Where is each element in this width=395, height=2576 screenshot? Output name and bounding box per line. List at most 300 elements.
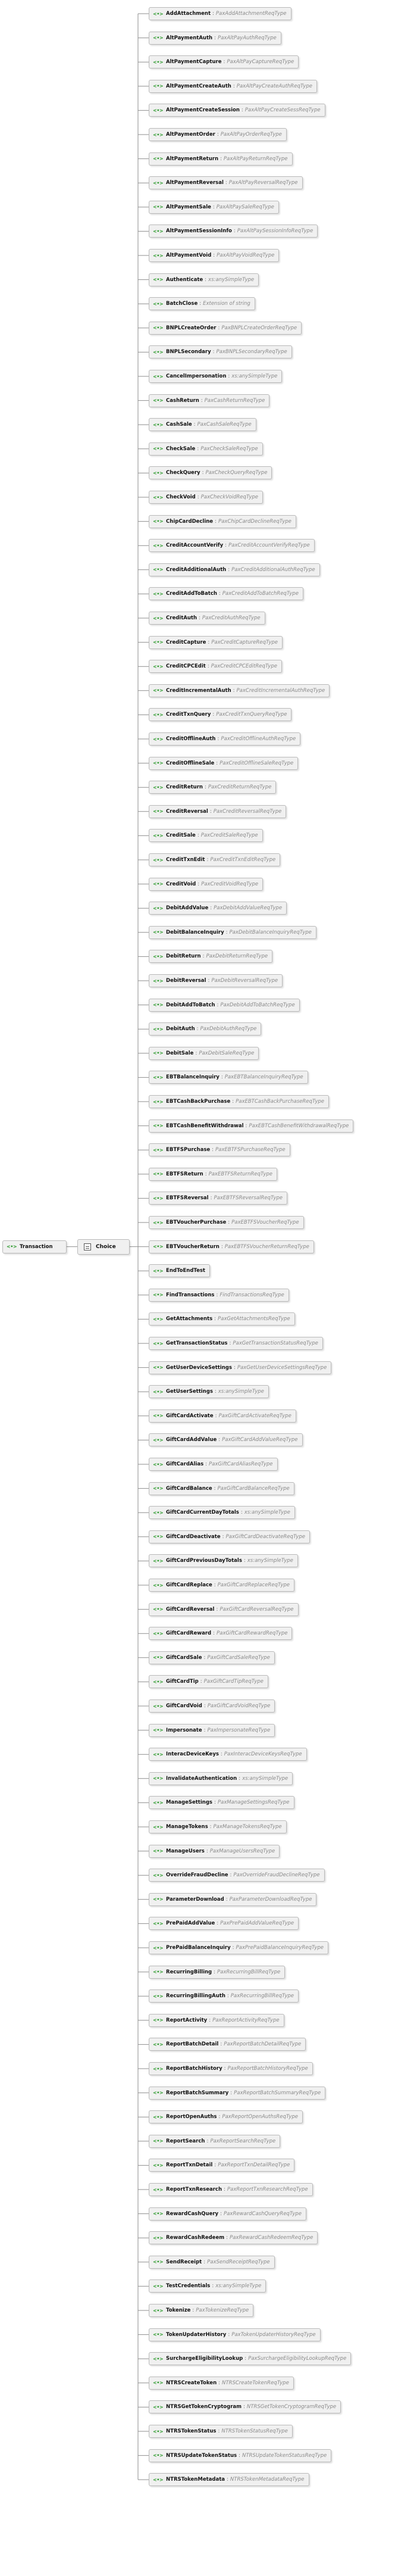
root-element-name: Transaction <box>20 1243 53 1250</box>
element-token-updater-history[interactable] <box>149 2328 321 2341</box>
element-gift-card-replace[interactable] <box>149 1579 294 1592</box>
element-ntrsget-token-cryptogram[interactable] <box>149 2400 341 2413</box>
element-name: Authenticate <box>166 276 203 283</box>
element-name: BNPLSecondary <box>166 349 211 355</box>
choice-icon <box>84 1243 91 1250</box>
element-icon: <•> <box>153 1486 164 1492</box>
element-gift-card-add-value[interactable] <box>149 1433 303 1446</box>
element-type: PaxEBTCashBackPurchaseReqType <box>236 1099 325 1105</box>
element-reward-cash-redeem[interactable] <box>149 2231 318 2244</box>
element-name: GiftCardPreviousDayTotals <box>166 1558 242 1564</box>
type-separator: : <box>225 1896 228 1903</box>
element-impersonate[interactable] <box>149 1724 275 1737</box>
element-type: PaxAltPayOrderReqType <box>220 132 282 138</box>
element-name: GiftCardCurrentDayTotals <box>166 1510 239 1516</box>
element-type: PaxGiftCardTipReqType <box>203 1679 264 1685</box>
choice-compositor[interactable] <box>77 1239 130 1255</box>
element-debit-balance-inquiry[interactable] <box>149 926 316 939</box>
element-icon: <•> <box>153 1703 164 1709</box>
element-credit-sale[interactable] <box>149 829 263 842</box>
element-find-transactions[interactable] <box>149 1289 289 1302</box>
element-manage-users[interactable] <box>149 1845 280 1858</box>
element-name: ReportTxnDetail <box>166 2162 213 2169</box>
type-separator: : <box>213 252 215 258</box>
type-separator: : <box>205 1461 208 1467</box>
element-credit-reversal[interactable] <box>149 805 286 818</box>
type-separator: : <box>225 542 227 549</box>
element-ebtcash-benefit-withdrawal[interactable] <box>149 1119 353 1133</box>
element-icon: <•> <box>153 1050 164 1056</box>
element-icon: <•> <box>153 180 164 186</box>
element-report-batch-history[interactable] <box>149 2062 313 2075</box>
element-alt-payment-session-info[interactable] <box>149 224 318 238</box>
type-separator: : <box>233 83 235 89</box>
type-separator: : <box>220 2041 222 2048</box>
type-separator: : <box>228 2331 230 2338</box>
type-separator: : <box>200 1679 202 1685</box>
element-alt-payment-auth[interactable] <box>149 32 281 45</box>
element-icon: <•> <box>153 978 164 984</box>
element-icon: <•> <box>153 349 164 355</box>
element-parameter-download[interactable] <box>149 1893 316 1906</box>
element-debit-add-to-batch[interactable] <box>149 999 300 1012</box>
type-separator: : <box>218 2428 220 2434</box>
element-name: AltPaymentReturn <box>166 155 219 162</box>
element-icon: <•> <box>153 1123 164 1129</box>
element-report-txn-research[interactable] <box>149 2183 313 2196</box>
type-separator: : <box>221 1243 223 1250</box>
type-separator: : <box>209 2017 211 2023</box>
element-get-attachments[interactable] <box>149 1312 295 1326</box>
element-type: xs:anySimpleType <box>215 2283 262 2290</box>
element-icon: <•> <box>153 1630 164 1636</box>
element-type: NTRSGetTokenCryptogramReqType <box>246 2404 337 2410</box>
element-ebtvoucher-purchase[interactable] <box>149 1216 304 1229</box>
element-name: AltPaymentCapture <box>166 59 222 66</box>
element-icon: <•> <box>153 1897 164 1903</box>
element-get-user-settings[interactable] <box>149 1385 269 1398</box>
element-type: PaxGiftCardAddValueReqType <box>222 1437 298 1443</box>
element-name: CheckSale <box>166 445 196 452</box>
element-credit-capture[interactable] <box>149 636 283 649</box>
element-name: CreditVoid <box>166 881 196 887</box>
type-separator: : <box>212 2283 214 2290</box>
element-icon: <•> <box>153 2041 164 2047</box>
element-name: CreditTxnQuery <box>166 712 211 718</box>
element-type: PaxCheckVoidReqType <box>200 494 259 500</box>
type-separator: : <box>217 736 220 742</box>
element-name: CreditAuth <box>166 615 198 621</box>
element-debit-auth[interactable] <box>149 1022 261 1036</box>
element-gift-card-reversal[interactable] <box>149 1603 299 1616</box>
element-icon: <•> <box>153 1727 164 1733</box>
element-icon: <•> <box>153 760 164 766</box>
element-type: PaxCreditVoidReqType <box>201 881 259 887</box>
element-icon: <•> <box>153 567 164 573</box>
type-separator: : <box>210 905 212 912</box>
element-alt-payment-order[interactable] <box>149 128 287 141</box>
element-invalidate-authentication[interactable] <box>149 1772 293 1785</box>
element-name: DebitReversal <box>166 978 206 984</box>
element-type: PaxReportOpenAuthsReqType <box>222 2114 298 2120</box>
element-name: CheckQuery <box>166 470 200 476</box>
element-icon: <•> <box>153 1582 164 1588</box>
element-type: NTRSUpdateTokenStatusReqType <box>242 2452 327 2459</box>
element-ntrstoken-metadata[interactable] <box>149 2473 309 2486</box>
element-name: CreditCPCEdit <box>166 663 206 670</box>
type-separator: : <box>206 2138 209 2144</box>
element-type: PaxAltPayCreateAuthReqType <box>236 83 312 89</box>
type-separator: : <box>233 687 235 694</box>
element-icon: <•> <box>153 1751 164 1757</box>
element-name: AltPaymentSessionInfo <box>166 228 232 235</box>
element-name: EBTVoucherPurchase <box>166 1220 227 1225</box>
element-icon: <•> <box>153 1171 164 1177</box>
element-type: PaxReportTxnDetailReqType <box>218 2162 290 2169</box>
element-name: DebitReturn <box>166 953 201 960</box>
element-credit-txn-edit[interactable] <box>149 853 280 866</box>
type-separator: : <box>216 1606 218 1613</box>
element-icon: <•> <box>153 1461 164 1467</box>
element-type: PaxGetAttachmentsReqType <box>218 1316 290 1323</box>
element-manage-tokens[interactable] <box>149 1820 287 1833</box>
type-separator: : <box>239 1775 241 1782</box>
element-icon: <•> <box>153 1147 164 1153</box>
element-name: OverrideFraudDecline <box>166 1872 228 1879</box>
type-separator: : <box>220 1751 222 1758</box>
element-name: DebitAddToBatch <box>166 1002 215 1008</box>
element-reward-cash-query[interactable] <box>149 2207 306 2221</box>
type-separator: : <box>216 1292 218 1298</box>
type-separator: : <box>227 1993 229 2000</box>
element-icon: <•> <box>153 2235 164 2241</box>
element-name: ReportBatchHistory <box>166 2066 222 2072</box>
element-icon: <•> <box>153 1534 164 1540</box>
element-type: PaxPrePaidBalanceInquiryReqType <box>236 1945 324 1951</box>
element-credit-auth[interactable] <box>149 612 265 625</box>
element-bnplsecondary[interactable] <box>149 345 292 358</box>
element-type: PaxTokenUpdaterHistoryReqType <box>231 2331 316 2338</box>
element-authenticate[interactable] <box>149 273 259 286</box>
element-report-batch-summary[interactable] <box>149 2087 325 2100</box>
element-type: PaxManageUsersReqType <box>209 1848 275 1854</box>
element-send-receipt[interactable] <box>149 2256 275 2269</box>
type-separator: : <box>224 2187 225 2193</box>
element-type: PaxCreditAdditionalAuthReqType <box>231 566 315 573</box>
element-debit-return[interactable] <box>149 950 272 963</box>
element-type: PaxTokenizeReqType <box>196 2307 249 2313</box>
element-name: GiftCardReward <box>166 1630 212 1637</box>
type-separator: : <box>230 1872 232 1879</box>
element-type: PaxDebitSaleReqType <box>199 1050 255 1056</box>
element-gift-card-deactivate[interactable] <box>149 1530 310 1543</box>
element-icon: <•> <box>153 881 164 887</box>
element-name: ReportSearch <box>166 2138 205 2144</box>
element-icon: <•> <box>153 2259 164 2265</box>
element-type: PaxCashSaleReqType <box>197 422 252 428</box>
element-report-open-auths[interactable] <box>149 2110 303 2123</box>
element-type: NTRSTokenStatusReqType <box>221 2428 288 2434</box>
element-icon: <•> <box>153 325 164 331</box>
element-ebtfsreversal[interactable] <box>149 1192 287 1205</box>
element-cash-return[interactable] <box>149 394 269 407</box>
element-type: PaxDebitAddToBatchReqType <box>220 1002 295 1008</box>
element-tokenize[interactable] <box>149 2304 253 2317</box>
root-element-transaction[interactable] <box>2 1240 67 1253</box>
element-alt-payment-create-auth[interactable] <box>149 80 317 93</box>
element-type: PaxAltPayCaptureReqType <box>227 59 294 66</box>
element-gift-card-reward[interactable] <box>149 1627 292 1640</box>
element-alt-payment-sale[interactable] <box>149 201 279 214</box>
element-type: PaxEBTFSReversalReqType <box>214 1195 283 1202</box>
element-icon: <•> <box>153 591 164 597</box>
element-get-transaction-status[interactable] <box>149 1337 323 1350</box>
element-gift-card-previous-day-totals[interactable] <box>149 1554 298 1567</box>
element-icon: <•> <box>153 1074 164 1080</box>
element-type: xs:anySimpleType <box>208 276 255 283</box>
element-name: CashReturn <box>166 397 199 404</box>
element-name: CreditTxnEdit <box>166 857 205 863</box>
element-debit-add-value[interactable] <box>149 902 287 915</box>
element-credit-return[interactable] <box>149 781 276 794</box>
element-pre-paid-balance-inquiry[interactable] <box>149 1941 328 1954</box>
element-recurring-billing[interactable] <box>149 1966 285 1979</box>
element-type: PaxEBTFSVoucherReqType <box>231 1220 299 1225</box>
element-icon: <•> <box>153 2090 164 2096</box>
element-recurring-billing-auth[interactable] <box>149 1989 299 2003</box>
element-report-txn-detail[interactable] <box>149 2159 294 2172</box>
element-add-attachment[interactable] <box>149 7 291 20</box>
element-icon: <•> <box>153 2356 164 2362</box>
element-report-activity[interactable] <box>149 2014 284 2027</box>
element-icon: <•> <box>153 446 164 452</box>
element-type: PaxRecurringBillReqType <box>217 1969 281 1975</box>
element-get-user-device-settings[interactable] <box>149 1361 331 1374</box>
element-gift-card-current-day-totals[interactable] <box>149 1506 295 1519</box>
element-type: PaxEBTFSPurchaseReqType <box>215 1147 286 1153</box>
element-name: GetAttachments <box>166 1316 213 1323</box>
element-ntrstoken-status[interactable] <box>149 2425 293 2438</box>
element-name: Tokenize <box>166 2307 191 2313</box>
type-separator: : <box>212 349 215 355</box>
type-separator: : <box>203 1654 206 1661</box>
element-type: NTRSCreateTokenReqType <box>222 2379 289 2386</box>
element-ebtfsreturn[interactable] <box>149 1168 277 1181</box>
element-check-query[interactable] <box>149 466 272 479</box>
element-icon: <•> <box>153 712 164 718</box>
element-type: PaxGiftCardSaleReqType <box>207 1654 270 1661</box>
type-separator: : <box>228 373 230 379</box>
element-icon: <•> <box>153 1776 164 1782</box>
element-icon: <•> <box>153 1945 164 1951</box>
element-name: ManageUsers <box>166 1848 205 1854</box>
element-name: AddAttachment <box>166 11 211 17</box>
element-credit-cpcedit[interactable] <box>149 660 282 673</box>
element-name: AltPaymentOrder <box>166 132 215 138</box>
element-name: NTRSTokenStatus <box>166 2428 217 2434</box>
element-name: ManageSettings <box>166 1800 212 1806</box>
element-type: PaxCreditAuthReqType <box>202 615 261 621</box>
element-type: PaxReportBatchDetailReqType <box>224 2041 302 2048</box>
element-credit-offline-auth[interactable] <box>149 732 300 746</box>
type-separator: : <box>213 1630 215 1637</box>
element-manage-settings[interactable] <box>149 1796 294 1809</box>
element-alt-payment-return[interactable] <box>149 152 293 166</box>
element-debit-reversal[interactable] <box>149 974 283 987</box>
element-name: CashSale <box>166 422 192 428</box>
element-name: NTRSTokenMetadata <box>166 2477 225 2483</box>
element-name: SendReceipt <box>166 2259 202 2265</box>
element-type: PaxReportBatchHistoryReqType <box>227 2066 308 2072</box>
element-type: PaxGiftCardBalanceReqType <box>217 1485 290 1492</box>
element-gift-card-alias[interactable] <box>149 1458 278 1471</box>
element-type: PaxCreditReversalReqType <box>213 808 282 815</box>
type-separator: : <box>241 107 243 114</box>
element-ebtcash-back-purchase[interactable] <box>149 1095 329 1108</box>
element-name: InteracDeviceKeys <box>166 1751 219 1758</box>
element-check-sale[interactable] <box>149 442 263 456</box>
element-ntrscreate-token[interactable] <box>149 2377 294 2390</box>
type-separator: : <box>215 518 217 525</box>
element-name: InvalidateAuthentication <box>166 1775 237 1782</box>
element-name: GetTransactionStatus <box>166 1340 228 1346</box>
element-icon: <•> <box>153 1316 164 1322</box>
element-name: Impersonate <box>166 1727 202 1733</box>
element-type: PaxAltPaySessionInfoReqType <box>237 228 314 235</box>
element-icon: <•> <box>153 1026 164 1032</box>
element-icon: <•> <box>153 542 164 548</box>
element-debit-sale[interactable] <box>149 1047 259 1060</box>
element-interac-device-keys[interactable] <box>149 1748 307 1761</box>
element-type: PaxGiftCardAliasReqType <box>209 1461 273 1467</box>
type-separator: : <box>214 1316 217 1323</box>
element-credit-offline-sale[interactable] <box>149 757 298 770</box>
type-separator: : <box>218 325 220 331</box>
element-icon: <•> <box>153 1848 164 1854</box>
element-name: EBTVoucherReturn <box>166 1243 220 1250</box>
type-separator: : <box>203 1703 206 1709</box>
element-ntrsupdate-token-status[interactable] <box>149 2449 331 2462</box>
element-name: PrePaidBalanceInquiry <box>166 1945 231 1951</box>
element-alt-payment-reversal[interactable] <box>149 176 303 189</box>
element-pre-paid-add-value[interactable] <box>149 1917 299 1930</box>
element-ebtbalance-inquiry[interactable] <box>149 1071 308 1084</box>
type-separator: : <box>202 953 205 960</box>
element-alt-payment-capture[interactable] <box>149 55 299 68</box>
element-icon: <•> <box>7 1244 17 1250</box>
element-icon: <•> <box>153 1365 164 1371</box>
element-icon: <•> <box>153 1872 164 1878</box>
element-icon: <•> <box>153 494 164 500</box>
element-cash-sale[interactable] <box>149 418 256 431</box>
element-type: PaxGiftCardVoidReqType <box>207 1703 271 1709</box>
element-icon: <•> <box>153 228 164 234</box>
type-separator: : <box>200 397 203 404</box>
element-type: xs:anySimpleType <box>244 1510 290 1516</box>
type-separator: : <box>244 2356 247 2362</box>
element-type: PaxAltPayReturnReqType <box>223 155 288 162</box>
element-credit-txn-query[interactable] <box>149 708 291 721</box>
type-separator: : <box>218 591 221 597</box>
element-name: GiftCardReversal <box>166 1606 215 1613</box>
element-type: PaxAltPaySaleReqType <box>216 204 274 210</box>
type-separator: : <box>197 445 199 452</box>
element-name: RecurringBilling <box>166 1969 212 1975</box>
element-icon: <•> <box>153 252 164 258</box>
element-alt-payment-create-session[interactable] <box>149 104 325 117</box>
element-chip-card-decline[interactable] <box>149 515 296 528</box>
type-separator: : <box>205 276 207 283</box>
element-cancel-impersonation[interactable] <box>149 370 282 383</box>
element-test-credentials[interactable] <box>149 2279 266 2293</box>
element-name: EBTFSReversal <box>166 1195 209 1202</box>
element-type: PaxCheckSaleReqType <box>200 445 258 452</box>
element-type: PaxCreditOfflineSaleReqType <box>220 760 294 766</box>
element-ebtvoucher-return[interactable] <box>149 1240 314 1253</box>
element-icon: <•> <box>153 107 164 113</box>
element-credit-void[interactable] <box>149 878 263 891</box>
element-icon: <•> <box>153 277 164 283</box>
element-credit-account-verify[interactable] <box>149 539 315 552</box>
element-report-batch-detail[interactable] <box>149 2038 306 2051</box>
element-name: AltPaymentVoid <box>166 252 212 258</box>
type-separator: : <box>214 1582 216 1588</box>
element-override-fraud-decline[interactable] <box>149 1869 325 1882</box>
element-type: PaxCreditReturnReqType <box>208 784 272 791</box>
element-credit-add-to-batch[interactable] <box>149 587 303 600</box>
element-type: PaxOverrideFraudDeclineReqType <box>233 1872 320 1879</box>
element-icon: <•> <box>153 857 164 863</box>
element-ebtfspurchase[interactable] <box>149 1143 290 1156</box>
element-credit-incremental-auth[interactable] <box>149 684 330 697</box>
element-name: BatchClose <box>166 301 198 307</box>
type-separator: : <box>212 712 215 718</box>
type-separator: : <box>199 615 200 621</box>
element-gift-card-void[interactable] <box>149 1699 275 1713</box>
element-credit-additional-auth[interactable] <box>149 563 320 576</box>
element-icon: <•> <box>153 1655 164 1661</box>
element-check-void[interactable] <box>149 491 263 504</box>
element-bnplcreate-order[interactable] <box>149 322 302 335</box>
element-icon: <•> <box>153 1437 164 1443</box>
type-separator: : <box>218 2379 220 2386</box>
element-icon: <•> <box>153 688 164 694</box>
element-batch-close[interactable] <box>149 297 255 310</box>
element-name: EBTFSPurchase <box>166 1147 211 1153</box>
element-type: PaxManageTokensReqType <box>213 1824 282 1830</box>
element-report-search[interactable] <box>149 2135 280 2148</box>
type-separator: : <box>212 11 214 17</box>
element-surcharge-eligibility-lookup[interactable] <box>149 2352 351 2365</box>
type-separator: : <box>203 2259 206 2265</box>
element-icon: <•> <box>153 1413 164 1419</box>
element-type: PaxAddAttachmentReqType <box>215 11 287 17</box>
element-type: PaxReportTxnResearchReqType <box>227 2187 308 2193</box>
element-gift-card-balance[interactable] <box>149 1482 294 1495</box>
element-name: RecurringBillingAuth <box>166 1993 225 2000</box>
element-gift-card-activate[interactable] <box>149 1409 296 1423</box>
element-gift-card-tip[interactable] <box>149 1675 268 1688</box>
element-gift-card-sale[interactable] <box>149 1651 275 1664</box>
element-alt-payment-void[interactable] <box>149 249 279 262</box>
element-icon: <•> <box>153 1244 164 1250</box>
element-type: FindTransactionsReqType <box>220 1292 284 1298</box>
element-type: PaxAltPayVoidReqType <box>217 252 275 258</box>
element-end-to-end-test[interactable] <box>149 1264 210 1277</box>
element-type: PaxCreditAccountVerifyReqType <box>228 542 310 549</box>
type-separator: : <box>196 1026 199 1033</box>
element-type: PaxInteracDeviceKeysReqType <box>224 1751 302 1758</box>
